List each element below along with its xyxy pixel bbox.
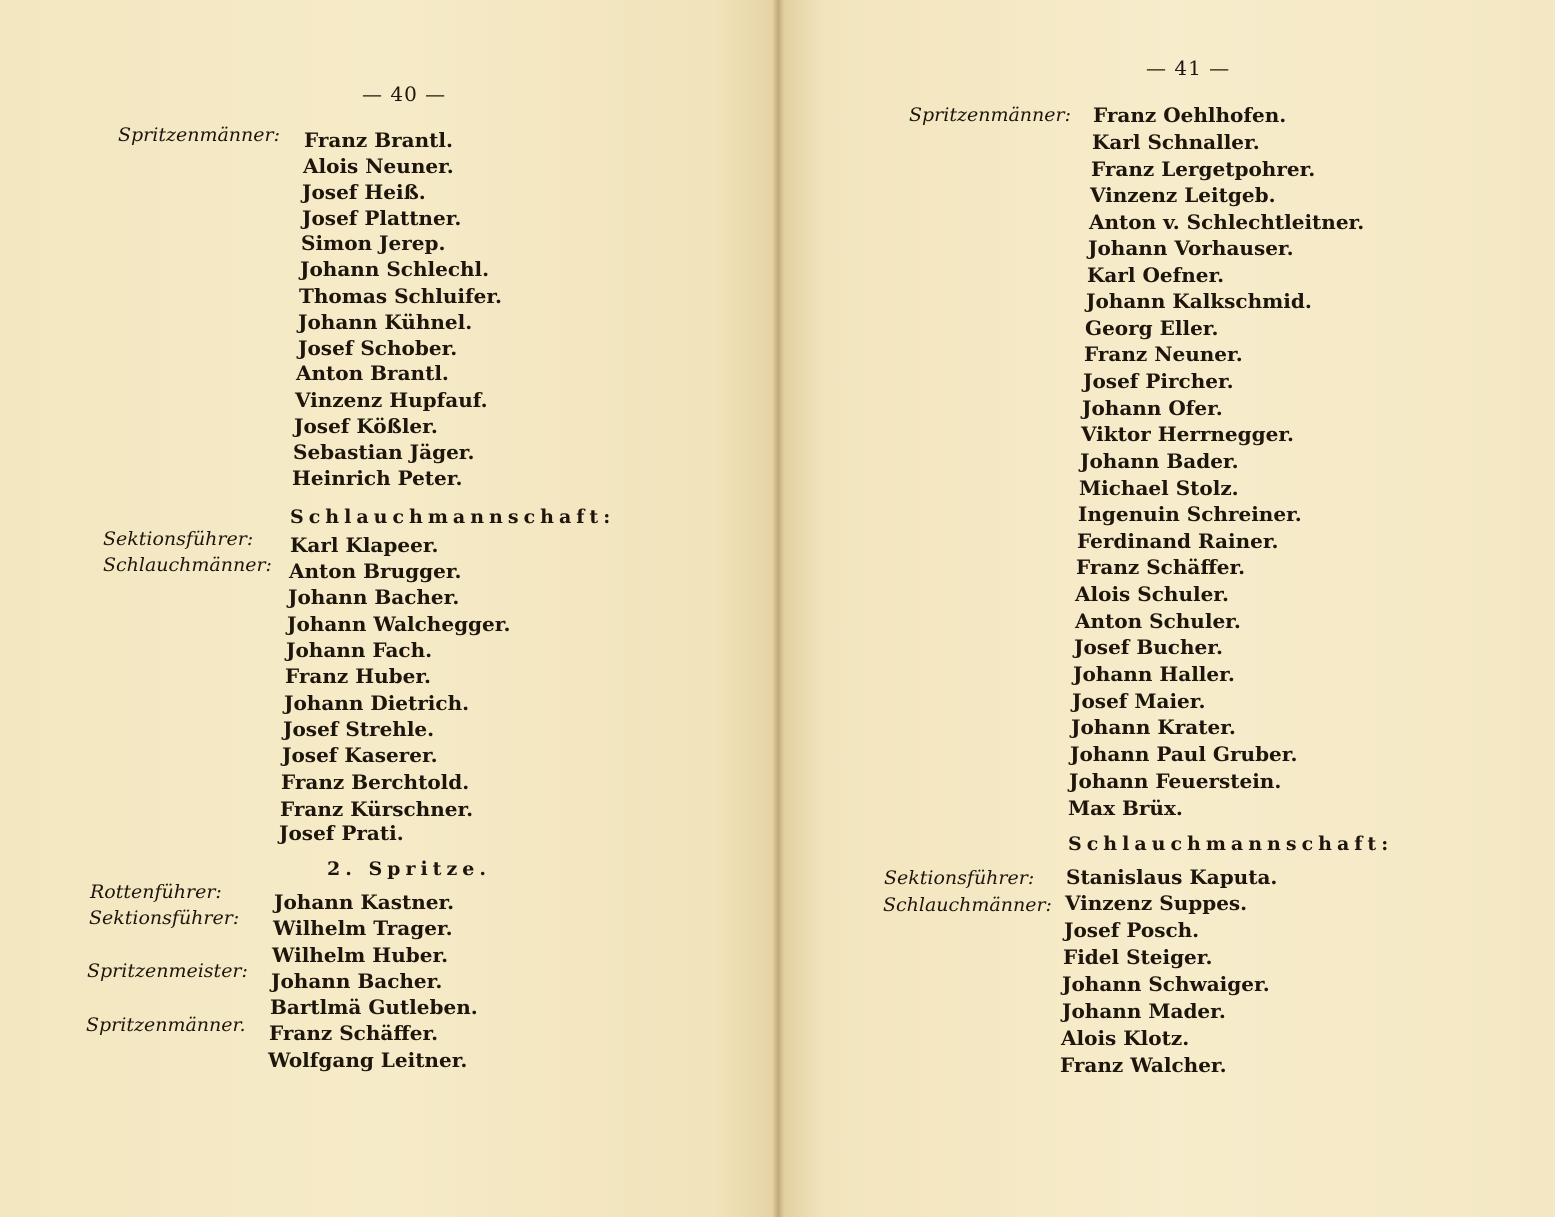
role-label: Rottenführer: xyxy=(90,881,222,903)
name-entry: Wolfgang Leitner. xyxy=(268,1048,468,1072)
name-entry: Johann Paul Gruber. xyxy=(1070,742,1298,766)
name-entry: Josef Kaserer. xyxy=(282,743,438,767)
page-number: — 40 — xyxy=(362,82,447,106)
name-entry: Vinzenz Leitgeb. xyxy=(1090,183,1276,207)
name-entry: Johann Bader. xyxy=(1080,449,1239,473)
name-entry: Johann Kalkschmid. xyxy=(1086,289,1312,313)
name-entry: Josef Strehle. xyxy=(283,717,435,741)
name-entry: Sebastian Jäger. xyxy=(293,440,475,464)
name-entry: Franz Lergetpohrer. xyxy=(1091,157,1316,181)
role-label: Spritzenmeister: xyxy=(87,960,248,982)
role-label: Schlauchmänner: xyxy=(883,894,1052,916)
name-entry: Wilhelm Trager. xyxy=(273,916,453,940)
name-entry: Franz Schäffer. xyxy=(1076,555,1246,579)
name-entry: Georg Eller. xyxy=(1085,316,1219,340)
name-entry: Viktor Herrnegger. xyxy=(1081,422,1295,446)
name-entry: Thomas Schluifer. xyxy=(299,284,502,308)
name-entry: Alois Klotz. xyxy=(1061,1026,1190,1050)
role-label: Sektionsführer: xyxy=(89,907,240,929)
name-entry: Johann Feuerstein. xyxy=(1069,769,1282,793)
name-entry: Anton v. Schlechtleitner. xyxy=(1089,210,1365,234)
name-entry: Fidel Steiger. xyxy=(1063,945,1213,969)
section-heading: 2. Spritze. xyxy=(327,858,491,880)
right-page xyxy=(778,0,1555,1217)
name-entry: Vinzenz Suppes. xyxy=(1065,891,1248,915)
name-entry: Franz Schäffer. xyxy=(269,1021,439,1045)
name-entry: Johann Bacher. xyxy=(271,969,443,993)
page-number: — 41 — xyxy=(1146,56,1231,80)
name-entry: Johann Vorhauser. xyxy=(1088,236,1294,260)
name-entry: Josef Heiß. xyxy=(302,180,426,204)
name-entry: Josef Plattner. xyxy=(302,206,462,230)
name-entry: Johann Bacher. xyxy=(288,585,460,609)
name-entry: Johann Haller. xyxy=(1073,662,1235,686)
name-entry: Johann Schlechl. xyxy=(300,257,490,281)
name-entry: Max Brüx. xyxy=(1068,796,1183,820)
name-entry: Karl Schnaller. xyxy=(1092,130,1260,154)
role-label: Spritzenmänner: xyxy=(909,104,1072,126)
name-entry: Ingenuin Schreiner. xyxy=(1078,502,1302,526)
name-entry: Johann Dietrich. xyxy=(284,691,470,715)
name-entry: Josef Bucher. xyxy=(1074,635,1223,659)
book-gutter xyxy=(772,0,784,1217)
name-entry: Josef Maier. xyxy=(1072,689,1206,713)
name-entry: Johann Kastner. xyxy=(274,890,455,914)
name-entry: Franz Huber. xyxy=(285,664,432,688)
name-entry: Anton Brugger. xyxy=(289,559,462,583)
name-entry: Johann Schwaiger. xyxy=(1062,972,1270,996)
name-entry: Karl Oefner. xyxy=(1087,263,1225,287)
name-entry: Karl Klapeer. xyxy=(290,533,439,557)
name-entry: Franz Neuner. xyxy=(1084,342,1243,366)
name-entry: Johann Walchegger. xyxy=(287,612,511,636)
name-entry: Vinzenz Hupfauf. xyxy=(295,388,488,412)
name-entry: Franz Walcher. xyxy=(1060,1053,1227,1077)
name-entry: Josef Kößler. xyxy=(294,414,438,438)
name-entry: Bartlmä Gutleben. xyxy=(270,995,478,1019)
role-label: Sektionsführer: xyxy=(103,528,254,550)
name-entry: Franz Oehlhofen. xyxy=(1093,103,1287,127)
name-entry: Josef Schober. xyxy=(298,336,458,360)
name-entry: Johann Mader. xyxy=(1062,999,1226,1023)
name-entry: Anton Brantl. xyxy=(296,361,449,385)
section-heading: Schlauchmannschaft: xyxy=(290,506,616,528)
name-entry: Franz Brantl. xyxy=(304,128,453,152)
name-entry: Anton Schuler. xyxy=(1075,609,1241,633)
name-entry: Wilhelm Huber. xyxy=(272,943,449,967)
role-label: Sektionsführer: xyxy=(884,867,1035,889)
name-entry: Johann Fach. xyxy=(286,638,433,662)
name-entry: Franz Berchtold. xyxy=(281,770,470,794)
name-entry: Michael Stolz. xyxy=(1079,476,1239,500)
name-entry: Johann Kühnel. xyxy=(298,310,473,334)
name-entry: Stanislaus Kaputa. xyxy=(1066,865,1278,889)
name-entry: Alois Schuler. xyxy=(1075,582,1229,606)
section-heading: Schlauchmannschaft: xyxy=(1068,833,1394,855)
name-entry: Alois Neuner. xyxy=(303,154,454,178)
name-entry: Josef Pircher. xyxy=(1083,369,1234,393)
role-label: Spritzenmänner: xyxy=(118,124,281,146)
name-entry: Ferdinand Rainer. xyxy=(1077,529,1279,553)
name-entry: Johann Ofer. xyxy=(1082,396,1223,420)
name-entry: Johann Krater. xyxy=(1071,715,1236,739)
name-entry: Josef Posch. xyxy=(1064,918,1200,942)
name-entry: Josef Prati. xyxy=(279,821,404,845)
name-entry: Franz Kürschner. xyxy=(280,797,474,821)
role-label: Spritzenmänner. xyxy=(86,1014,246,1036)
role-label: Schlauchmänner: xyxy=(103,554,272,576)
name-entry: Simon Jerep. xyxy=(301,231,446,255)
name-entry: Heinrich Peter. xyxy=(292,466,463,490)
